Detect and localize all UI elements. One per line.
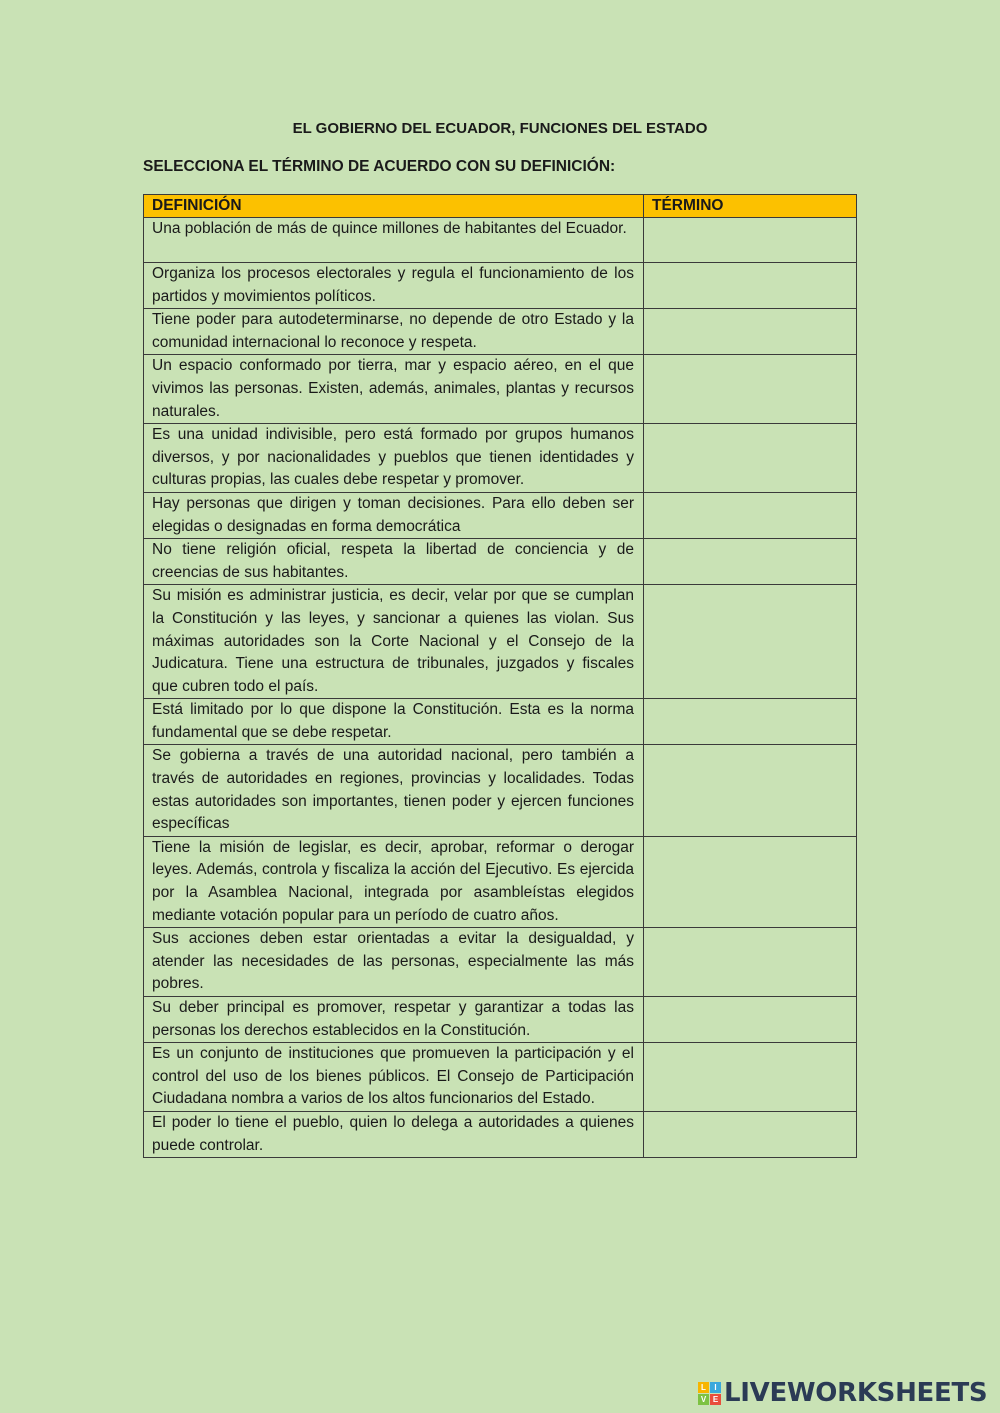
definition-term-table: [143, 194, 857, 1158]
definition-cell: Una población de más de quince millones de habitantes del Ecuador.: [144, 218, 644, 263]
worksheet-title: EL GOBIERNO DEL ECUADOR, FUNCIONES DEL ESTADO: [292, 120, 708, 137]
definition-cell: No tiene religión oficial, respeta la libertad de conciencia y de creencias de sus habitantes.: [144, 539, 644, 585]
logo-letter-tile: I: [710, 1382, 721, 1393]
table-row: [144, 745, 857, 836]
definition-cell: El poder lo tiene el pueblo, quien lo delega a autoridades a quienes puede controlar.: [144, 1111, 644, 1157]
table-body: [144, 218, 857, 1158]
term-answer-slot[interactable]: [652, 263, 847, 307]
term-cell[interactable]: [644, 585, 857, 699]
table-row: [144, 492, 857, 538]
term-cell[interactable]: [644, 699, 857, 745]
term-answer-slot[interactable]: [652, 837, 847, 881]
table-header-row: [144, 195, 857, 218]
term-answer-slot[interactable]: [652, 699, 847, 743]
definition-cell: Se gobierna a través de una autoridad nacional, pero también a través de autoridades en regiones, provincias y localidades. Todas estas autoridades son importantes, tienen poder y ejercen funciones específicas: [144, 745, 644, 836]
term-cell[interactable]: [644, 355, 857, 424]
definition-cell: Su misión es administrar justicia, es decir, velar por que se cumplan la Constitución y las leyes, y sancionar a quienes las violan. Sus máximas autoridades son la Corte Nacional y el Consejo de la Judicatura. Tiene una estructura de tribunales, juzgados y fiscales que cubren todo el país.: [144, 585, 644, 699]
table-row: [144, 355, 857, 424]
definition-cell: Un espacio conformado por tierra, mar y espacio aéreo, en el que vivimos las personas. Existen, además, animales, plantas y recursos naturales.: [144, 355, 644, 424]
logo-letter-tile: E: [710, 1394, 721, 1405]
definition-cell: Sus acciones deben estar orientadas a evitar la desigualdad, y atender las necesidades de las personas, especialmente las más pobres.: [144, 928, 644, 997]
logo-letter-tile: V: [698, 1394, 709, 1405]
term-answer-slot[interactable]: [652, 424, 847, 468]
definition-cell: Es una unidad indivisible, pero está formado por grupos humanos diversos, y por nacionalidades y pueblos que tienen identidades y culturas propias, las cuales debe respetar y promover.: [144, 424, 644, 493]
term-answer-slot[interactable]: [652, 218, 847, 262]
definition-cell: Está limitado por lo que dispone la Constitución. Esta es la norma fundamental que se debe respetar.: [144, 699, 644, 745]
logo-letter-tile: L: [698, 1382, 709, 1393]
term-answer-slot[interactable]: [652, 309, 847, 353]
term-cell[interactable]: [644, 539, 857, 585]
table-row: [144, 424, 857, 493]
liveworksheets-brand: [698, 1378, 987, 1408]
definition-cell: Tiene la misión de legislar, es decir, aprobar, reformar o derogar leyes. Además, controla y fiscaliza la acción del Ejecutivo. Es ejercida por la Asamblea Nacional, integrada por asambleístas elegidos mediante votación popular para un período de cuatro años.: [144, 836, 644, 927]
term-answer-slot[interactable]: [652, 493, 847, 537]
table-row: [144, 218, 857, 263]
term-cell[interactable]: [644, 309, 857, 355]
table-row: [144, 539, 857, 585]
brand-wordmark: LIVEWORKSHEETS: [724, 1378, 988, 1408]
term-cell[interactable]: [644, 1111, 857, 1157]
table-row: [144, 836, 857, 927]
table-row: [144, 928, 857, 997]
term-answer-slot[interactable]: [652, 997, 847, 1041]
term-answer-slot[interactable]: [652, 1043, 847, 1087]
term-cell[interactable]: [644, 263, 857, 309]
term-cell[interactable]: [644, 745, 857, 836]
header-definition: DEFINICIÓN: [144, 195, 644, 218]
definition-cell: Tiene poder para autodeterminarse, no depende de otro Estado y la comunidad internacional lo reconoce y respeta.: [144, 309, 644, 355]
definition-cell: Es un conjunto de instituciones que promueven la participación y el control del uso de los bienes públicos. El Consejo de Participación Ciudadana nombra a varios de los altos funcionarios del Estado.: [144, 1043, 644, 1112]
liveworksheets-logo-icon: [698, 1382, 721, 1405]
term-cell[interactable]: [644, 997, 857, 1043]
term-answer-slot[interactable]: [652, 745, 847, 789]
term-cell[interactable]: [644, 424, 857, 493]
term-cell[interactable]: [644, 1043, 857, 1112]
definition-cell: Organiza los procesos electorales y regula el funcionamiento de los partidos y movimientos políticos.: [144, 263, 644, 309]
header-term: TÉRMINO: [644, 195, 857, 218]
table-row: [144, 309, 857, 355]
term-cell[interactable]: [644, 928, 857, 997]
table-row: [144, 585, 857, 699]
table-row: [144, 997, 857, 1043]
term-cell[interactable]: [644, 218, 857, 263]
term-answer-slot[interactable]: [652, 1112, 847, 1156]
term-answer-slot[interactable]: [652, 928, 847, 972]
definition-cell: Su deber principal es promover, respetar y garantizar a todas las personas los derechos establecidos en la Constitución.: [144, 997, 644, 1043]
term-cell[interactable]: [644, 836, 857, 927]
table-row: [144, 1111, 857, 1157]
table-row: [144, 1043, 857, 1112]
term-answer-slot[interactable]: [652, 585, 847, 629]
table-row: [144, 263, 857, 309]
term-answer-slot[interactable]: [652, 355, 847, 399]
definition-cell: Hay personas que dirigen y toman decisiones. Para ello deben ser elegidas o designadas en forma democrática: [144, 492, 644, 538]
term-answer-slot[interactable]: [652, 539, 847, 583]
term-cell[interactable]: [644, 492, 857, 538]
worksheet-instruction: SELECCIONA EL TÉRMINO DE ACUERDO CON SU DEFINICIÓN:: [143, 158, 616, 175]
table-row: [144, 699, 857, 745]
